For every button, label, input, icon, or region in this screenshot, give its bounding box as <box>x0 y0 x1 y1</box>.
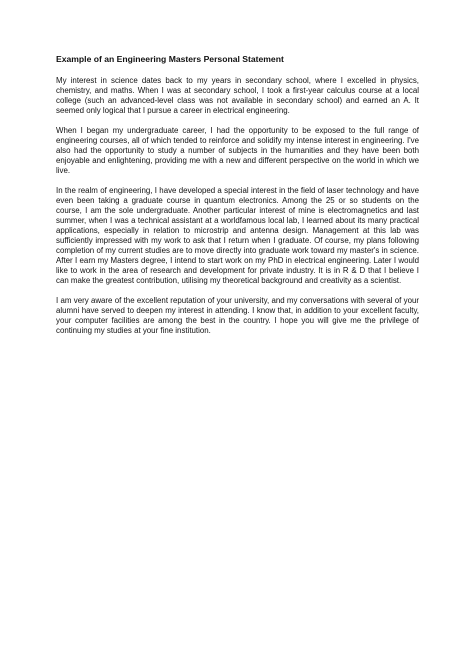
paragraph-interest: My interest in science dates back to my years in secondary school, where I excelled in physics, chemistry, and maths. When I was at secondary school, I took a first-year calculus course at a local college (such an advanced-level class was not available in secondary school) and earned an A. It seemed only logical that I pursue a career in electrical engineering. <box>56 76 419 115</box>
document-title: Example of an Engineering Masters Personal Statement <box>56 54 284 64</box>
paragraph-undergraduate: When I began my undergraduate career, I had the opportunity to be exposed to the full range of engineering courses, all of which tended to reinforce and solidify my intense interest in engineering. I've also had the opportunity to study a number of subjects in the humanities and they have been both enjoyable and enlightening, providing me with a new and different perspective on the world in which we live. <box>56 126 419 175</box>
paragraph-university: I am very aware of the excellent reputation of your university, and my conversations with several of your alumni have served to deepen my interest in attending. I know that, in addition to your excellent faculty, your computer facilities are among the best in the country. I hope you will give me the privilege of continuing my studies at your fine institution. <box>56 296 419 335</box>
document-body <box>56 54 419 346</box>
paragraph-engineering: In the realm of engineering, I have developed a special interest in the field of laser technology and have even been taking a graduate course in quantum electronics. Among the 25 or so students on the course, I am the sole undergraduate. Another particular interest of mine is electromagnetics and last summer, when I was a technical assistant at a worldfamous local lab, I learned about its many practical applications, especially in relation to microstrip and antenna design. Management at this lab was sufficiently impressed with my work to ask that I return when I graduate. Of course, my plans following completion of my current studies are to move directly into graduate work toward my master's in science. After I earn my Masters degree, I intend to start work on my PhD in electrical engineering. Later I would like to work in the area of research and development for private industry. It is in R & D that I believe I can make the greatest contribution, utilising my theoretical background and creativity as a scientist. <box>56 186 419 285</box>
